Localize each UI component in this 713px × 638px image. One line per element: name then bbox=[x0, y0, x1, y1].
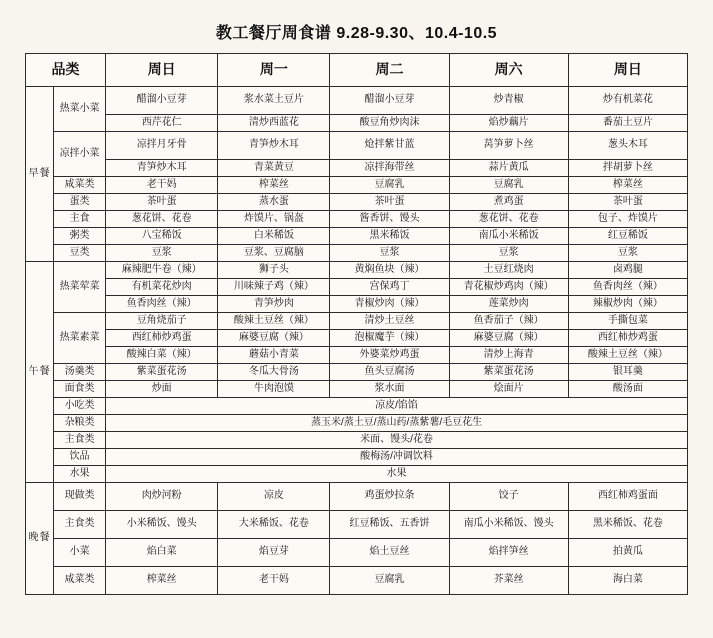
table-row bbox=[26, 194, 688, 211]
menu-item: 煮鸡蛋 bbox=[449, 194, 568, 211]
menu-item: 茶叶蛋 bbox=[330, 194, 449, 211]
menu-item-wide: 水果 bbox=[106, 466, 688, 483]
menu-item: 老干妈 bbox=[218, 567, 330, 595]
menu-item: 手撕包菜 bbox=[568, 313, 687, 330]
menu-item: 清炒土豆丝 bbox=[330, 313, 449, 330]
meal-label-dinner bbox=[26, 483, 54, 595]
table-row bbox=[26, 483, 688, 511]
category-cell: 面食类 bbox=[54, 381, 106, 398]
menu-item: 麻婆豆腐（辣） bbox=[449, 330, 568, 347]
table-row bbox=[26, 211, 688, 228]
menu-item: 酱香饼、馒头 bbox=[330, 211, 449, 228]
table-row bbox=[26, 511, 688, 539]
menu-item: 青笋炒木耳 bbox=[218, 132, 330, 160]
menu-item: 焰炒藕片 bbox=[449, 115, 568, 132]
menu-item: 炒有机菜花 bbox=[568, 87, 687, 115]
menu-item: 鱼香茄子（辣） bbox=[449, 313, 568, 330]
menu-item: 炸馍片、锅盔 bbox=[218, 211, 330, 228]
menu-item: 大米稀饭、花卷 bbox=[218, 511, 330, 539]
table-row bbox=[26, 567, 688, 595]
menu-item: 青菜黄豆 bbox=[218, 160, 330, 177]
menu-item: 葱花饼、花卷 bbox=[449, 211, 568, 228]
menu-item: 炒青椒 bbox=[449, 87, 568, 115]
menu-item: 葱头木耳 bbox=[568, 132, 687, 160]
menu-item: 番茄土豆片 bbox=[568, 115, 687, 132]
menu-item: 辣椒炒肉（辣） bbox=[568, 296, 687, 313]
table-row bbox=[26, 330, 688, 347]
menu-item: 麻辣肥牛卷（辣） bbox=[106, 262, 218, 279]
menu-item-wide: 酸梅汤/冲调饮料 bbox=[106, 449, 688, 466]
menu-item: 牛肉泡馍 bbox=[218, 381, 330, 398]
menu-item: 莴笋萝卜丝 bbox=[449, 132, 568, 160]
menu-item-wide: 凉皮/馅馅 bbox=[106, 398, 688, 415]
menu-item: 豆浆 bbox=[449, 245, 568, 262]
table-row bbox=[26, 313, 688, 330]
category-cell: 主食 bbox=[54, 211, 106, 228]
menu-item: 炒面 bbox=[106, 381, 218, 398]
meal-label-lunch-text: 午餐 bbox=[28, 365, 51, 377]
menu-item: 老干妈 bbox=[106, 177, 218, 194]
menu-item: 酸辣土豆丝（辣） bbox=[218, 313, 330, 330]
menu-item: 豆浆 bbox=[106, 245, 218, 262]
menu-item: 酸汤面 bbox=[568, 381, 687, 398]
menu-item: 蒜片黄瓜 bbox=[449, 160, 568, 177]
menu-item: 泡椒魔芋（辣） bbox=[330, 330, 449, 347]
table-row bbox=[26, 245, 688, 262]
menu-item: 卤鸡腿 bbox=[568, 262, 687, 279]
header-category: 品类 bbox=[26, 54, 106, 87]
table-row bbox=[26, 449, 688, 466]
menu-item: 焰豆芽 bbox=[218, 539, 330, 567]
menu-item: 西红柿炒鸡蛋 bbox=[568, 330, 687, 347]
menu-item: 蘑菇小青菜 bbox=[218, 347, 330, 364]
menu-item: 饺子 bbox=[449, 483, 568, 511]
menu-item: 南瓜小米稀饭 bbox=[449, 228, 568, 245]
table-row bbox=[26, 228, 688, 245]
menu-item: 青笋炒肉 bbox=[218, 296, 330, 313]
weekly-menu-table bbox=[25, 53, 688, 595]
menu-item: 焰土豆丝 bbox=[330, 539, 449, 567]
menu-item: 浆水面 bbox=[330, 381, 449, 398]
menu-item: 蒸水蛋 bbox=[218, 194, 330, 211]
meal-label-breakfast-text: 早餐 bbox=[28, 167, 51, 179]
category-cell: 水果 bbox=[54, 466, 106, 483]
menu-item: 海白菜 bbox=[568, 567, 687, 595]
category-cell: 蛋类 bbox=[54, 194, 106, 211]
menu-item: 拍黄瓜 bbox=[568, 539, 687, 567]
menu-item: 炝拌紫甘蓝 bbox=[330, 132, 449, 160]
menu-item: 焰白菜 bbox=[106, 539, 218, 567]
menu-item: 西芹花仁 bbox=[106, 115, 218, 132]
menu-item: 鱼头豆腐汤 bbox=[330, 364, 449, 381]
menu-item: 麻婆豆腐（辣） bbox=[218, 330, 330, 347]
category-cell: 咸菜类 bbox=[54, 177, 106, 194]
menu-item: 八宝稀饭 bbox=[106, 228, 218, 245]
menu-item: 豆腐乳 bbox=[330, 567, 449, 595]
menu-item: 宫保鸡丁 bbox=[330, 279, 449, 296]
menu-item: 豆腐乳 bbox=[449, 177, 568, 194]
menu-item: 土豆红烧肉 bbox=[449, 262, 568, 279]
menu-item: 榨菜丝 bbox=[218, 177, 330, 194]
table-row bbox=[26, 177, 688, 194]
category-cell: 凉拌小菜 bbox=[54, 132, 106, 177]
table-row bbox=[26, 160, 688, 177]
menu-item: 黄焖鱼块（辣） bbox=[330, 262, 449, 279]
menu-item: 酸豆角炒肉沫 bbox=[330, 115, 449, 132]
menu-item: 川味辣子鸡（辣） bbox=[218, 279, 330, 296]
menu-item: 凉拌海带丝 bbox=[330, 160, 449, 177]
table-row bbox=[26, 381, 688, 398]
menu-item-wide: 蒸玉米/蒸土豆/蒸山药/蒸紫薯/毛豆花生 bbox=[106, 415, 688, 432]
header-day-4: 周日 bbox=[568, 54, 687, 87]
table-row bbox=[26, 279, 688, 296]
category-cell: 饮品 bbox=[54, 449, 106, 466]
menu-item: 榨菜丝 bbox=[106, 567, 218, 595]
menu-item: 豆角烧茄子 bbox=[106, 313, 218, 330]
header-day-0: 周日 bbox=[106, 54, 218, 87]
menu-item: 银耳羹 bbox=[568, 364, 687, 381]
menu-item: 清炒上海青 bbox=[449, 347, 568, 364]
menu-item: 酸辣白菜（辣） bbox=[106, 347, 218, 364]
page-title: 教工餐厅周食谱 9.28-9.30、10.4-10.5 bbox=[215, 25, 498, 42]
category-cell: 小吃类 bbox=[54, 398, 106, 415]
table-row bbox=[26, 296, 688, 313]
menu-item: 豆浆 bbox=[568, 245, 687, 262]
menu-item: 青花椒炒鸡肉（辣） bbox=[449, 279, 568, 296]
menu-item: 拌胡萝卜丝 bbox=[568, 160, 687, 177]
menu-item: 豆腐乳 bbox=[330, 177, 449, 194]
menu-item: 肉炒河粉 bbox=[106, 483, 218, 511]
menu-item: 包子、炸馍片 bbox=[568, 211, 687, 228]
category-cell: 热菜素菜 bbox=[54, 313, 106, 364]
table-row bbox=[26, 539, 688, 567]
table-row bbox=[26, 262, 688, 279]
menu-item: 鸡蛋炒拉条 bbox=[330, 483, 449, 511]
menu-item: 凉皮 bbox=[218, 483, 330, 511]
menu-item: 浆水菜土豆片 bbox=[218, 87, 330, 115]
category-cell: 主食类 bbox=[54, 432, 106, 449]
menu-item: 黑米稀饭、花卷 bbox=[568, 511, 687, 539]
menu-item: 醋溜小豆芽 bbox=[330, 87, 449, 115]
menu-item: 白米稀饭 bbox=[218, 228, 330, 245]
menu-item: 青椒炒肉（辣） bbox=[330, 296, 449, 313]
table-row bbox=[26, 466, 688, 483]
table-header-row bbox=[26, 54, 688, 87]
menu-item: 醋溜小豆芽 bbox=[106, 87, 218, 115]
menu-item: 芥菜丝 bbox=[449, 567, 568, 595]
table-row bbox=[26, 347, 688, 364]
menu-item: 小米稀饭、馒头 bbox=[106, 511, 218, 539]
table-row bbox=[26, 432, 688, 449]
table-row bbox=[26, 398, 688, 415]
menu-item: 黑米稀饭 bbox=[330, 228, 449, 245]
menu-item: 焰拌笋丝 bbox=[449, 539, 568, 567]
meal-label-lunch bbox=[26, 262, 54, 483]
category-cell: 主食类 bbox=[54, 511, 106, 539]
category-cell: 热菜荤菜 bbox=[54, 262, 106, 313]
menu-item: 葱花饼、花卷 bbox=[106, 211, 218, 228]
menu-item: 鱼香肉丝（辣） bbox=[568, 279, 687, 296]
category-cell: 小菜 bbox=[54, 539, 106, 567]
category-cell: 杂粮类 bbox=[54, 415, 106, 432]
menu-item: 榨菜丝 bbox=[568, 177, 687, 194]
category-cell: 粥类 bbox=[54, 228, 106, 245]
menu-item: 酸辣土豆丝（辣） bbox=[568, 347, 687, 364]
menu-item: 紫菜蛋花汤 bbox=[449, 364, 568, 381]
menu-item: 西红柿鸡蛋面 bbox=[568, 483, 687, 511]
table-row bbox=[26, 87, 688, 115]
header-day-2: 周二 bbox=[330, 54, 449, 87]
menu-item: 红豆稀饭、五香饼 bbox=[330, 511, 449, 539]
menu-item-wide: 米面、馒头/花卷 bbox=[106, 432, 688, 449]
category-cell: 豆类 bbox=[54, 245, 106, 262]
menu-item: 冬瓜大骨汤 bbox=[218, 364, 330, 381]
category-cell: 现做类 bbox=[54, 483, 106, 511]
menu-item: 鱼香肉丝（辣） bbox=[106, 296, 218, 313]
menu-item: 茶叶蛋 bbox=[106, 194, 218, 211]
menu-item: 西红柿炒鸡蛋 bbox=[106, 330, 218, 347]
category-cell: 咸菜类 bbox=[54, 567, 106, 595]
menu-item: 烩面片 bbox=[449, 381, 568, 398]
menu-item: 莲菜炒肉 bbox=[449, 296, 568, 313]
menu-item: 豆浆 bbox=[330, 245, 449, 262]
table-row bbox=[26, 115, 688, 132]
menu-item: 外婆菜炒鸡蛋 bbox=[330, 347, 449, 364]
header-day-3: 周六 bbox=[449, 54, 568, 87]
header-day-1: 周一 bbox=[218, 54, 330, 87]
menu-item: 凉拌月牙骨 bbox=[106, 132, 218, 160]
meal-label-dinner-text: 晚餐 bbox=[28, 532, 51, 544]
category-cell: 汤羹类 bbox=[54, 364, 106, 381]
table-row bbox=[26, 364, 688, 381]
menu-item: 有机菜花炒肉 bbox=[106, 279, 218, 296]
menu-item: 南瓜小米稀饭、馒头 bbox=[449, 511, 568, 539]
table-row bbox=[26, 415, 688, 432]
table-row bbox=[26, 132, 688, 160]
menu-item: 豆浆、豆腐脑 bbox=[218, 245, 330, 262]
menu-item: 青笋炒木耳 bbox=[106, 160, 218, 177]
menu-item: 茶叶蛋 bbox=[568, 194, 687, 211]
category-cell: 热菜小菜 bbox=[54, 87, 106, 132]
menu-item: 清炒西蓝花 bbox=[218, 115, 330, 132]
menu-item: 红豆稀饭 bbox=[568, 228, 687, 245]
menu-item: 狮子头 bbox=[218, 262, 330, 279]
menu-item: 紫菜蛋花汤 bbox=[106, 364, 218, 381]
meal-label-breakfast bbox=[26, 87, 54, 262]
